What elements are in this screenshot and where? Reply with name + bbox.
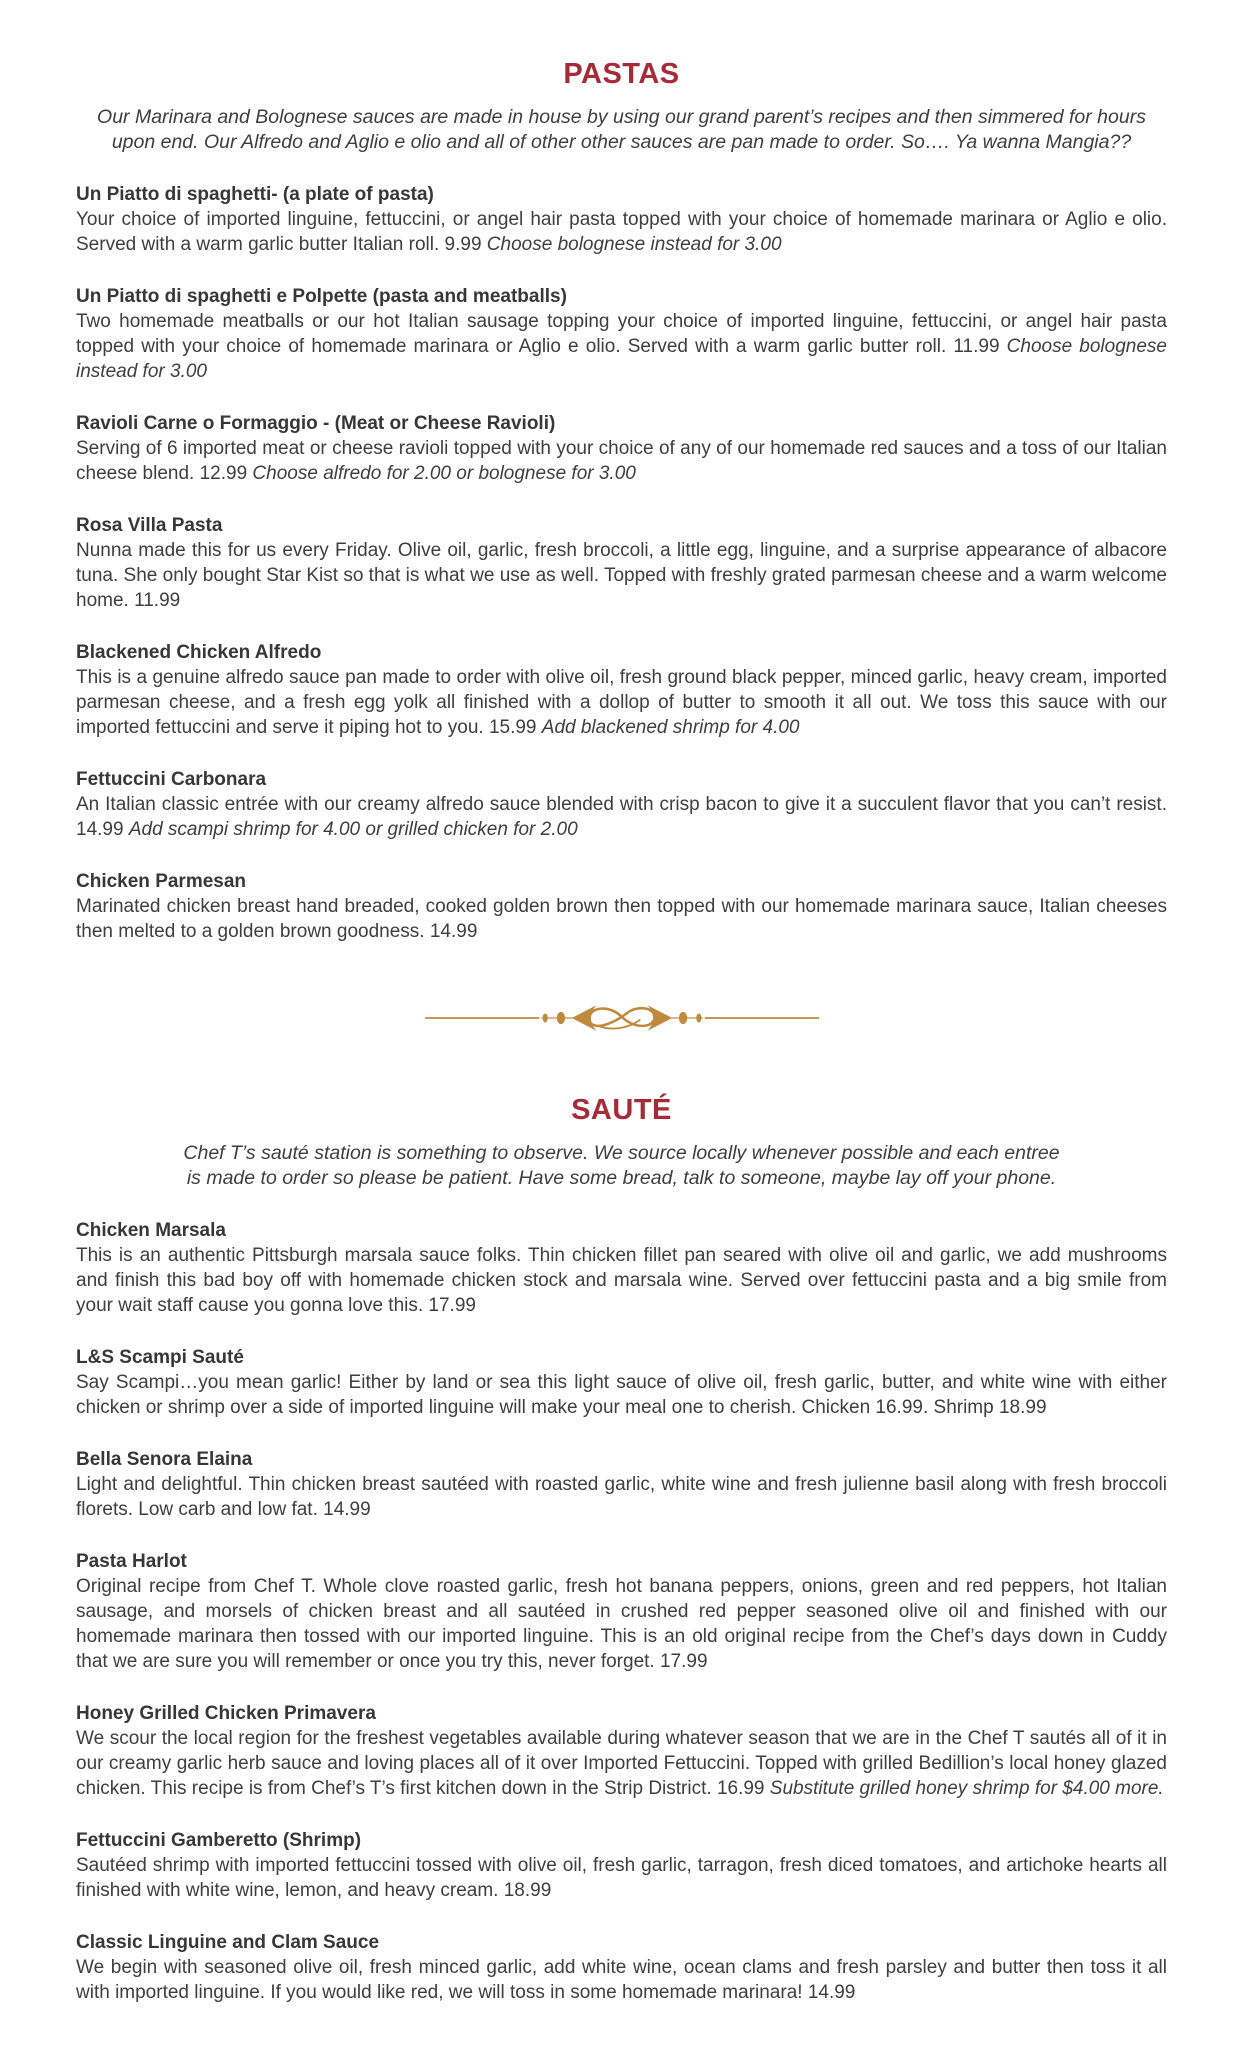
menu-item xyxy=(76,1828,1167,1903)
menu-item-description-text: We begin with seasoned olive oil, fresh minced garlic, add white wine, ocean clams and fresh parsley and butter then toss it all with imported linguine. If you would like red, we will toss in some homemade marinara! 14.99 xyxy=(76,1957,1167,2003)
menu-item-description-text: This is a genuine alfredo sauce pan made to order with olive oil, fresh ground black pepper, minced garlic, heavy cream, imported parmesan cheese, and a fresh egg yolk all finished with a dollop of butter to smooth it all out. We toss this sauce with our imported fettuccini and serve it piping hot to you. 15.99 xyxy=(76,667,1167,738)
menu-item-name: Blackened Chicken Alfredo xyxy=(76,642,322,663)
menu-item-name: Rosa Villa Pasta xyxy=(76,515,223,536)
menu-item-name: Un Piatto di spaghetti e Polpette (pasta and meatballs) xyxy=(76,286,567,307)
menu-item-description xyxy=(76,1574,1167,1674)
flourish-icon xyxy=(425,998,819,1038)
menu-item-description xyxy=(76,1853,1167,1903)
section-intro-line: Chef T’s sauté station is something to observe. We source locally whenever possible and each entree xyxy=(183,1142,1060,1164)
menu-item-option-note: Choose bolognese instead for 3.00 xyxy=(76,336,1167,382)
menu-item xyxy=(76,1345,1167,1420)
menu-item-description xyxy=(76,1726,1167,1801)
menu-item-description xyxy=(76,1370,1167,1420)
menu-item-description-text: Light and delightful. Thin chicken breast sautéed with roasted garlic, white wine and fresh julienne basil along with fresh broccoli florets. Low carb and low fat. 14.99 xyxy=(76,1474,1167,1520)
menu-item-description-text: Nunna made this for us every Friday. Olive oil, garlic, fresh broccoli, a little egg, linguine, and a surprise appearance of albacore tuna. She only bought Star Kist so that is what we use as well. Topped with freshly grated parmesan cheese and a warm welcome home. 11.99 xyxy=(76,540,1167,611)
menu-item-option-note: Substitute grilled honey shrimp for $4.00 more. xyxy=(769,1778,1164,1799)
menu-item-description xyxy=(76,1243,1167,1318)
menu-item-description xyxy=(76,436,1167,486)
ornamental-divider xyxy=(76,998,1167,1038)
menu-item xyxy=(76,1930,1167,2005)
menu-item-name: Honey Grilled Chicken Primavera xyxy=(76,1703,376,1724)
menu-item-description xyxy=(76,538,1167,613)
section-intro-line: Our Marinara and Bolognese sauces are made in house by using our grand parent’s recipes and then simmered for hours xyxy=(97,106,1146,128)
menu-item-description-text: We scour the local region for the freshest vegetables available during whatever season that we are in the Chef T sautés all of it in our creamy garlic herb sauce and loving places all of it over Imported Fettuccini. Topped with grilled Bedillion’s local honey glazed chicken. This recipe is from Chef’s T’s first kitchen down in the Strip District. 16.99 xyxy=(76,1728,1167,1799)
menu-item-description xyxy=(76,1955,1167,2005)
menu-item xyxy=(76,182,1167,257)
menu-item-name: Fettuccini Gamberetto (Shrimp) xyxy=(76,1830,362,1851)
menu-item-description-text: Original recipe from Chef T. Whole clove roasted garlic, fresh hot banana peppers, onions, green and red peppers, hot Italian sausage, and morsels of chicken breast and all sautéed in crushed red pepper seasoned olive oil and finished with our homemade marinara then tossed with our imported linguine. This is an old original recipe from the Chef’s days down in Cuddy that we are sure you will remember or once you try this, never forget. 17.99 xyxy=(76,1576,1167,1672)
menu-item-list xyxy=(76,1218,1167,2005)
menu-item-name: Ravioli Carne o Formaggio - (Meat or Cheese Ravioli) xyxy=(76,413,556,434)
menu-item-description-text: Your choice of imported linguine, fettuccini, or angel hair pasta topped with your choice of homemade marinara or Aglio e olio. Served with a warm garlic butter Italian roll. 9.99 xyxy=(76,209,1167,255)
section-intro-pastas xyxy=(76,105,1167,155)
menu-item-name: Fettuccini Carbonara xyxy=(76,769,267,790)
menu-item-description xyxy=(76,665,1167,740)
menu-item-name: Pasta Harlot xyxy=(76,1551,187,1572)
menu-item-description xyxy=(76,1472,1167,1522)
menu-item-description-text: Two homemade meatballs or our hot Italian sausage topping your choice of imported linguine, fettuccini, or angel hair pasta topped with your choice of homemade marinara or Aglio e olio. Served with a warm garlic butter roll. 11.99 xyxy=(76,311,1167,357)
menu-item-description-text: An Italian classic entrée with our creamy alfredo sauce blended with crisp bacon to give it a succulent flavor that you can’t resist. 14.99 xyxy=(76,794,1167,840)
menu-item-option-note: Choose alfredo for 2.00 or bolognese for 3.00 xyxy=(252,463,636,484)
menu-item xyxy=(76,1447,1167,1522)
menu-item-name: Chicken Marsala xyxy=(76,1220,226,1241)
menu-section-pastas xyxy=(76,58,1167,944)
section-intro-line: is made to order so please be patient. Have some bread, talk to someone, maybe lay off your phone. xyxy=(186,1167,1057,1189)
menu-item-description-text: This is an authentic Pittsburgh marsala sauce folks. Thin chicken fillet pan seared with olive oil and garlic, we add mushrooms and finish this bad boy off with homemade chicken stock and marsala wine. Served over fettuccini pasta and a big smile from your wait staff cause you gonna love this. 17.99 xyxy=(76,1245,1167,1316)
menu-item-option-note: Add blackened shrimp for 4.00 xyxy=(541,717,800,738)
menu-item xyxy=(76,1549,1167,1674)
menu-item-name: Chicken Parmesan xyxy=(76,871,247,892)
menu-item-description xyxy=(76,894,1167,944)
menu-item xyxy=(76,1218,1167,1318)
menu-item xyxy=(76,767,1167,842)
section-intro-line: upon end. Our Alfredo and Aglio e olio and all of other other sauces are pan made to order. So…. Ya wanna Mangia?? xyxy=(111,131,1132,153)
menu-item xyxy=(76,411,1167,486)
section-intro-saute xyxy=(76,1141,1167,1191)
menu-item-description-text: Sautéed shrimp with imported fettuccini tossed with olive oil, fresh garlic, tarragon, fresh diced tomatoes, and artichoke hearts all finished with white wine, lemon, and heavy cream. 18.99 xyxy=(76,1855,1167,1901)
menu-item xyxy=(76,869,1167,944)
menu-sections xyxy=(76,58,1167,2005)
menu-item-name: Bella Senora Elaina xyxy=(76,1449,253,1470)
menu-item xyxy=(76,640,1167,740)
menu-item-option-note: Add scampi shrimp for 4.00 or grilled chicken for 2.00 xyxy=(128,819,578,840)
menu-item-name: Classic Linguine and Clam Sauce xyxy=(76,1932,380,1953)
menu-item-description xyxy=(76,309,1167,384)
menu-item xyxy=(76,513,1167,613)
menu-item-name: L&S Scampi Sauté xyxy=(76,1347,244,1368)
menu-item-option-note: Choose bolognese instead for 3.00 xyxy=(486,234,782,255)
menu-item-list xyxy=(76,182,1167,944)
menu-item xyxy=(76,1701,1167,1801)
menu-item-description-text: Marinated chicken breast hand breaded, cooked golden brown then topped with our homemade marinara sauce, Italian cheeses then melted to a golden brown goodness. 14.99 xyxy=(76,896,1167,942)
menu-item-description-text: Serving of 6 imported meat or cheese ravioli topped with your choice of any of our homemade red sauces and a toss of our Italian cheese blend. 12.99 xyxy=(76,438,1167,484)
menu-section-saute xyxy=(76,1094,1167,2005)
menu-item-description xyxy=(76,792,1167,842)
menu-item-name: Un Piatto di spaghetti- (a plate of pasta) xyxy=(76,184,434,205)
menu-item-description-text: Say Scampi…you mean garlic! Either by land or sea this light sauce of olive oil, fresh garlic, butter, and white wine with either chicken or shrimp over a side of imported linguine will make your meal one to cherish. Chicken 16.99. Shrimp 18.99 xyxy=(76,1372,1167,1418)
menu-item xyxy=(76,284,1167,384)
section-title-pastas: PASTAS xyxy=(563,58,680,90)
menu-item-description xyxy=(76,207,1167,257)
section-title-saute: SAUTÉ xyxy=(571,1094,672,1126)
